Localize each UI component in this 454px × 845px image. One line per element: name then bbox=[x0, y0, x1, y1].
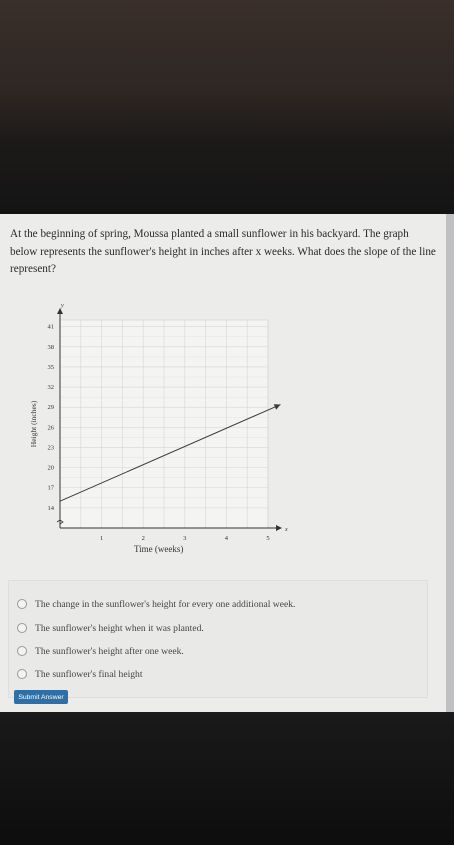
y-axis-symbol: y bbox=[61, 303, 64, 309]
dark-monitor-bezel bbox=[0, 712, 454, 845]
screen-edge bbox=[446, 214, 454, 712]
y-tick-label: 29 bbox=[47, 404, 54, 412]
y-tick-label: 41 bbox=[47, 323, 54, 331]
x-axis-symbol: x bbox=[285, 527, 288, 533]
x-axis-arrow-icon bbox=[276, 525, 282, 531]
line-chart bbox=[24, 298, 294, 570]
choice-label: The sunflower's height when it was planted. bbox=[35, 622, 204, 634]
x-tick-label: 1 bbox=[99, 535, 104, 542]
y-tick-label: 26 bbox=[47, 424, 54, 432]
choice-4[interactable] bbox=[17, 665, 143, 683]
radio-icon[interactable] bbox=[17, 646, 27, 656]
x-tick-label: 3 bbox=[183, 535, 187, 542]
y-tick-label: 35 bbox=[47, 363, 54, 371]
chart-svg bbox=[24, 298, 294, 570]
x-axis-label: Time (weeks) bbox=[134, 544, 184, 554]
choice-label: The sunflower's final height bbox=[35, 668, 143, 680]
y-tick-label: 14 bbox=[47, 504, 54, 512]
question-panel bbox=[0, 214, 446, 712]
y-tick-label: 17 bbox=[47, 484, 54, 492]
y-tick-label: 23 bbox=[47, 444, 54, 452]
question-text: At the beginning of spring, Moussa planted a small sunflower in his backyard. The graph below represents the sunflower's height in inches after x weeks. What does the slope of the line represent? bbox=[10, 228, 436, 275]
y-tick-label: 38 bbox=[47, 343, 54, 351]
choice-label: The sunflower's height after one week. bbox=[35, 645, 184, 657]
y-tick-label: 32 bbox=[47, 384, 54, 392]
x-tick-label: 5 bbox=[266, 535, 270, 542]
radio-icon[interactable] bbox=[17, 599, 27, 609]
y-tick-label: 20 bbox=[47, 464, 54, 472]
choice-3[interactable] bbox=[17, 642, 184, 660]
choice-label: The change in the sunflower's height for every one additional week. bbox=[35, 598, 296, 610]
y-axis-label: Height (inches) bbox=[29, 400, 38, 448]
answer-choices bbox=[8, 580, 428, 698]
radio-icon[interactable] bbox=[17, 669, 27, 679]
choice-1[interactable] bbox=[17, 595, 295, 613]
x-tick-label: 4 bbox=[224, 535, 229, 542]
choice-2[interactable] bbox=[17, 619, 204, 637]
submit-answer-button[interactable]: Submit Answer bbox=[14, 690, 68, 704]
x-tick-label: 2 bbox=[141, 535, 145, 542]
radio-icon[interactable] bbox=[17, 623, 27, 633]
